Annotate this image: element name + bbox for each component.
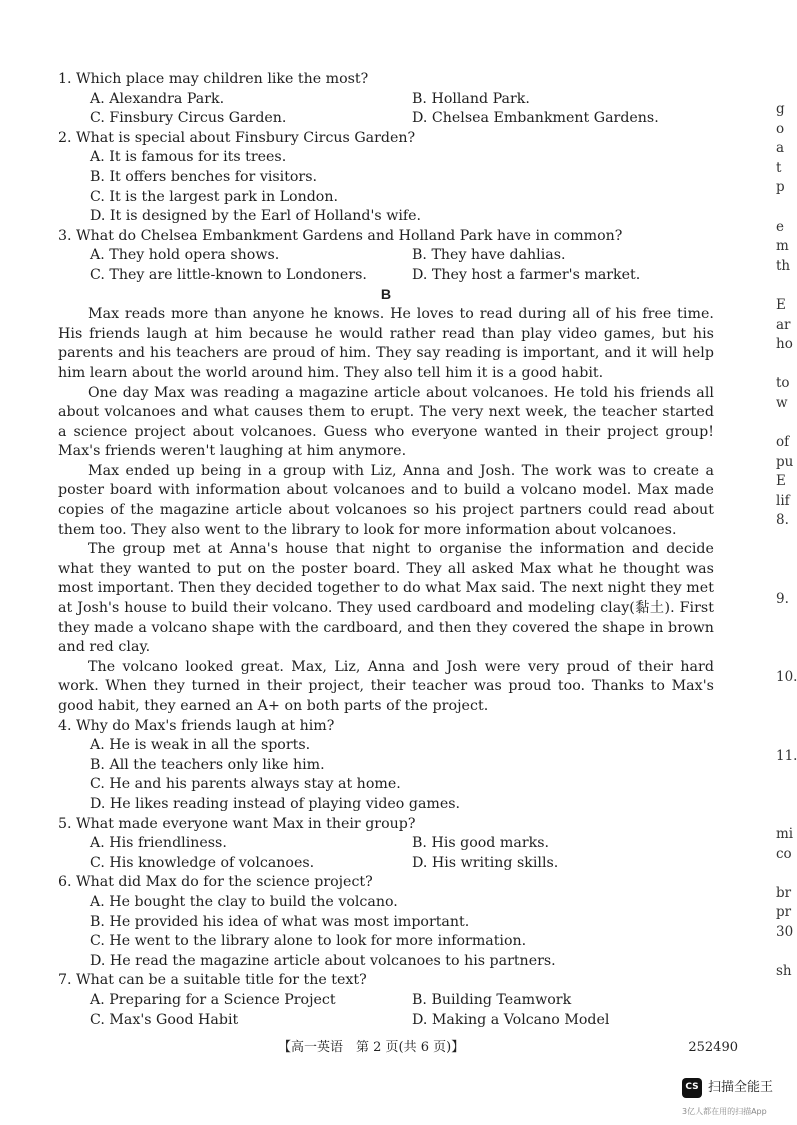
fragment-line: ar xyxy=(776,316,791,333)
fragment-line: o xyxy=(776,120,785,137)
fragment-line: th xyxy=(776,257,791,274)
question-2 xyxy=(58,129,714,227)
fragment-line: w xyxy=(776,394,788,411)
option-a: A. His friendliness. xyxy=(90,835,227,852)
fragment-line: p xyxy=(776,179,785,196)
fragment-line xyxy=(776,629,794,649)
scanner-brand: 扫描全能王 xyxy=(708,1080,774,1096)
option-b: B. Building Teamwork xyxy=(412,991,572,1008)
option-c: C. They are little-known to Londoners. xyxy=(90,266,367,283)
fragment-line: 30 xyxy=(776,923,794,940)
question-6 xyxy=(58,873,714,971)
fragment-line: 10. xyxy=(776,669,797,686)
footer-label: 【高一英语 第 2 页(共 6 页)】 xyxy=(278,1040,465,1055)
fragment-line: mi xyxy=(776,825,794,842)
option-c: C. He and his parents always stay at home. xyxy=(90,776,401,793)
page-content xyxy=(58,70,714,1030)
fragment-line xyxy=(776,570,794,590)
option-d: D. Making a Volcano Model xyxy=(412,1011,610,1028)
option-d: D. Chelsea Embankment Gardens. xyxy=(412,110,659,127)
fragment-line: 8. xyxy=(776,512,789,529)
adjacent-page-fragments xyxy=(776,100,797,982)
question-4 xyxy=(58,717,714,815)
fragment-line: E xyxy=(776,296,786,313)
fragment-line xyxy=(776,609,794,629)
option-c: C. His knowledge of volcanoes. xyxy=(90,854,315,871)
fragment-line xyxy=(776,276,794,296)
option-b: B. All the teachers only like him. xyxy=(90,756,325,773)
fragment-line: of xyxy=(776,434,790,451)
question-stem: 2. What is special about Finsbury Circus Garden? xyxy=(58,129,416,146)
option-d: D. It is designed by the Earl of Holland's wife. xyxy=(90,208,422,225)
question-stem: 3. What do Chelsea Embankment Gardens and Holland Park have in common? xyxy=(58,227,623,244)
passage-paragraph: Max ended up being in a group with Liz, Anna and Josh. The work was to create a poster board with information about volcanoes and to build a volcano model. Max made copies of the magazine article about volcanoes so his project partners could read about them too. They also went to the library to look for more information about volcanoes. xyxy=(58,462,714,538)
question-stem: 1. Which place may children like the most? xyxy=(58,71,369,87)
fragment-line: e xyxy=(776,218,784,235)
fragment-line xyxy=(776,786,794,806)
fragment-line: m xyxy=(776,238,789,255)
option-c: C. He went to the library alone to look for more information. xyxy=(90,933,527,950)
fragment-line: a xyxy=(776,140,785,157)
fragment-line: co xyxy=(776,845,792,862)
option-d: D. They host a farmer's market. xyxy=(412,266,641,283)
fragment-line: 11. xyxy=(776,747,797,764)
fragment-line: to xyxy=(776,375,790,392)
question-5 xyxy=(58,815,714,874)
fragment-line: g xyxy=(776,101,785,117)
passage-paragraph: The group met at Anna's house that night to organise the information and decide what they wanted to put on the poster board. They all asked Max what he thought was most important. Then they decided together to do what Max said. The next night they met at Josh's house to build their volcano. They used cardboard and modeling clay(黏土). First they made a volcano shape with the cardboard, and then they covered the shape in brown and red clay. xyxy=(58,541,714,656)
option-a: A. Preparing for a Science Project xyxy=(90,991,336,1008)
question-7 xyxy=(58,971,714,1030)
fragment-line xyxy=(776,864,794,884)
section-title: B xyxy=(380,286,392,303)
passage-paragraph: One day Max was reading a magazine article about volcanoes. He told his friends all about volcanoes and what causes them to erupt. The very next week, the teacher started a science project about volcanoes. Guess who everyone wanted in their project group! Max's friends weren't laughing at him anymore. xyxy=(58,384,714,460)
question-stem: 7. What can be a suitable title for the text? xyxy=(58,972,367,989)
option-a: A. Alexandra Park. xyxy=(90,90,225,107)
fragment-line xyxy=(776,551,794,571)
footer-code: 252490 xyxy=(688,1040,738,1055)
option-a: A. It is famous for its trees. xyxy=(90,149,287,166)
fragment-line: 9. xyxy=(776,590,789,607)
page-footer xyxy=(278,1038,738,1058)
fragment-line: pr xyxy=(776,904,792,921)
question-1 xyxy=(58,70,714,129)
option-a: A. He is weak in all the sports. xyxy=(90,737,311,754)
passage-paragraph: The volcano looked great. Max, Liz, Anna and Josh were very proud of their hard work. When they turned in their project, their teacher was proud too. Thanks to Max's good habit, they earned an A+ on both parts of the project. xyxy=(58,658,714,714)
fragment-line: t xyxy=(776,159,782,176)
option-b: B. He provided his idea of what was most important. xyxy=(90,913,470,930)
fragment-line xyxy=(776,198,794,218)
question-stem: 5. What made everyone want Max in their group? xyxy=(58,815,416,832)
question-3 xyxy=(58,227,714,286)
fragment-line xyxy=(776,649,794,669)
option-d: D. He likes reading instead of playing video games. xyxy=(90,795,461,812)
fragment-line xyxy=(776,727,794,747)
scanner-tagline: 3亿人都在用的扫描App xyxy=(682,1107,767,1116)
option-b: B. Holland Park. xyxy=(412,90,530,107)
option-c: C. It is the largest park in London. xyxy=(90,188,338,205)
option-d: D. He read the magazine article about volcanoes to his partners. xyxy=(90,952,556,969)
fragment-line: sh xyxy=(776,963,792,980)
fragment-line: br xyxy=(776,884,792,901)
question-stem: 4. Why do Max's friends laugh at him? xyxy=(58,717,335,734)
fragment-line xyxy=(776,531,794,551)
fragment-line: ho xyxy=(776,336,793,353)
fragment-line xyxy=(776,688,794,708)
option-b: B. It offers benches for visitors. xyxy=(90,168,318,185)
fragment-line: pu xyxy=(776,453,794,470)
option-d: D. His writing skills. xyxy=(412,854,559,871)
fragment-line xyxy=(776,355,794,375)
scanner-watermark xyxy=(682,1078,773,1098)
fragment-line xyxy=(776,943,794,963)
passage-paragraph: Max reads more than anyone he knows. He loves to read during all of his free time. His friends laugh at him because he would rather read than play video games, but his parents and his teachers are proud of him. They say reading is important, and it will help him learn about the world around him. They also tell him it is a good habit. xyxy=(58,306,714,381)
camscanner-logo-icon: CS xyxy=(682,1078,702,1098)
fragment-line xyxy=(776,414,794,434)
option-a: A. He bought the clay to build the volcano. xyxy=(90,893,398,910)
option-a: A. They hold opera shows. xyxy=(90,247,280,264)
fragment-line: E xyxy=(776,473,786,490)
question-stem: 6. What did Max do for the science project? xyxy=(58,874,373,891)
option-c: C. Finsbury Circus Garden. xyxy=(90,110,287,127)
fragment-line xyxy=(776,805,794,825)
option-c: C. Max's Good Habit xyxy=(90,1011,239,1028)
option-b: B. They have dahlias. xyxy=(412,247,566,264)
fragment-line xyxy=(776,766,794,786)
fragment-line: lif xyxy=(776,492,790,509)
option-b: B. His good marks. xyxy=(412,835,549,852)
fragment-line xyxy=(776,707,794,727)
